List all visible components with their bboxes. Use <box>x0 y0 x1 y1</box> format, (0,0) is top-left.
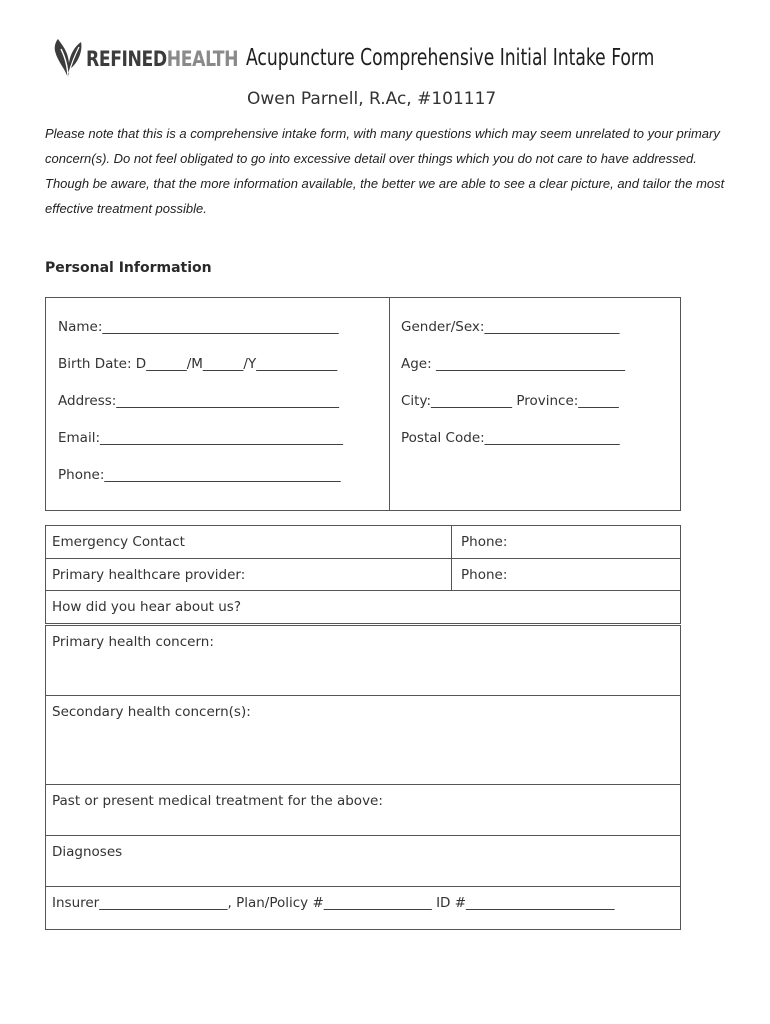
refined-health-logo <box>52 36 272 82</box>
referral-source-field[interactable]: How did you hear about us? <box>52 599 241 615</box>
referral-row <box>45 590 681 624</box>
secondary-concern-field[interactable]: Secondary health concern(s): <box>52 704 251 720</box>
leaf-logo-icon <box>52 37 84 81</box>
address-field[interactable]: Address:_________________________________ <box>58 393 340 409</box>
postal-code-field[interactable]: Postal Code:____________________ <box>401 430 620 446</box>
emergency-phone-field[interactable]: Phone: <box>461 534 508 550</box>
emergency-contact-field[interactable]: Emergency Contact <box>52 534 185 550</box>
personal-info-heading: Personal Information <box>45 260 212 276</box>
diagnoses-field[interactable]: Diagnoses <box>52 844 123 860</box>
diagnoses-row <box>45 835 681 887</box>
email-field[interactable]: Email:____________________________________ <box>58 430 344 446</box>
insurance-row <box>45 886 681 930</box>
form-header <box>52 36 732 86</box>
personal-info-divider <box>389 298 390 510</box>
practitioner-line: Owen Parnell, R.Ac, #101117 <box>247 89 497 109</box>
medical-treatment-row <box>45 784 681 836</box>
logo-wordmark <box>86 47 238 71</box>
intro-paragraph: Please note that this is a comprehensive intake form, with many questions which may seem unrelated to your primary concern(s). Do not feel obligated to go into excessive detail over things which you do not care to have addressed. Though be aware, that the more information available, the better we are able to see a clear picture, and tailor the most effective treatment possible. <box>45 126 725 216</box>
age-field[interactable]: Age: ____________________________ <box>401 356 625 372</box>
personal-info-box <box>45 297 681 511</box>
secondary-concern-row <box>45 695 681 785</box>
provider-row <box>45 558 681 591</box>
emergency-contact-row <box>45 525 681 559</box>
birth-date-field[interactable]: Birth Date: D______/M______/Y____________ <box>58 356 338 372</box>
row-divider <box>451 526 452 558</box>
primary-provider-field[interactable]: Primary healthcare provider: <box>52 567 246 583</box>
name-field[interactable]: Name:___________________________________ <box>58 319 339 335</box>
row-divider <box>451 559 452 590</box>
medical-treatment-field[interactable]: Past or present medical treatment for the above: <box>52 793 383 809</box>
primary-concern-field[interactable]: Primary health concern: <box>52 634 214 650</box>
gender-field[interactable]: Gender/Sex:____________________ <box>401 319 620 335</box>
form-title: Acupuncture Comprehensive Initial Intake Form <box>246 45 655 71</box>
logo-text-bold: REFINED <box>86 47 167 71</box>
city-province-field[interactable]: City:____________ Province:______ <box>401 393 619 409</box>
phone-field[interactable]: Phone:___________________________________ <box>58 467 341 483</box>
provider-phone-field[interactable]: Phone: <box>461 567 508 583</box>
insurance-field[interactable]: Insurer___________________, Plan/Policy #________________ ID #______________________ <box>52 895 615 911</box>
logo-text-light: HEALTH <box>166 47 239 71</box>
primary-concern-row <box>45 625 681 696</box>
